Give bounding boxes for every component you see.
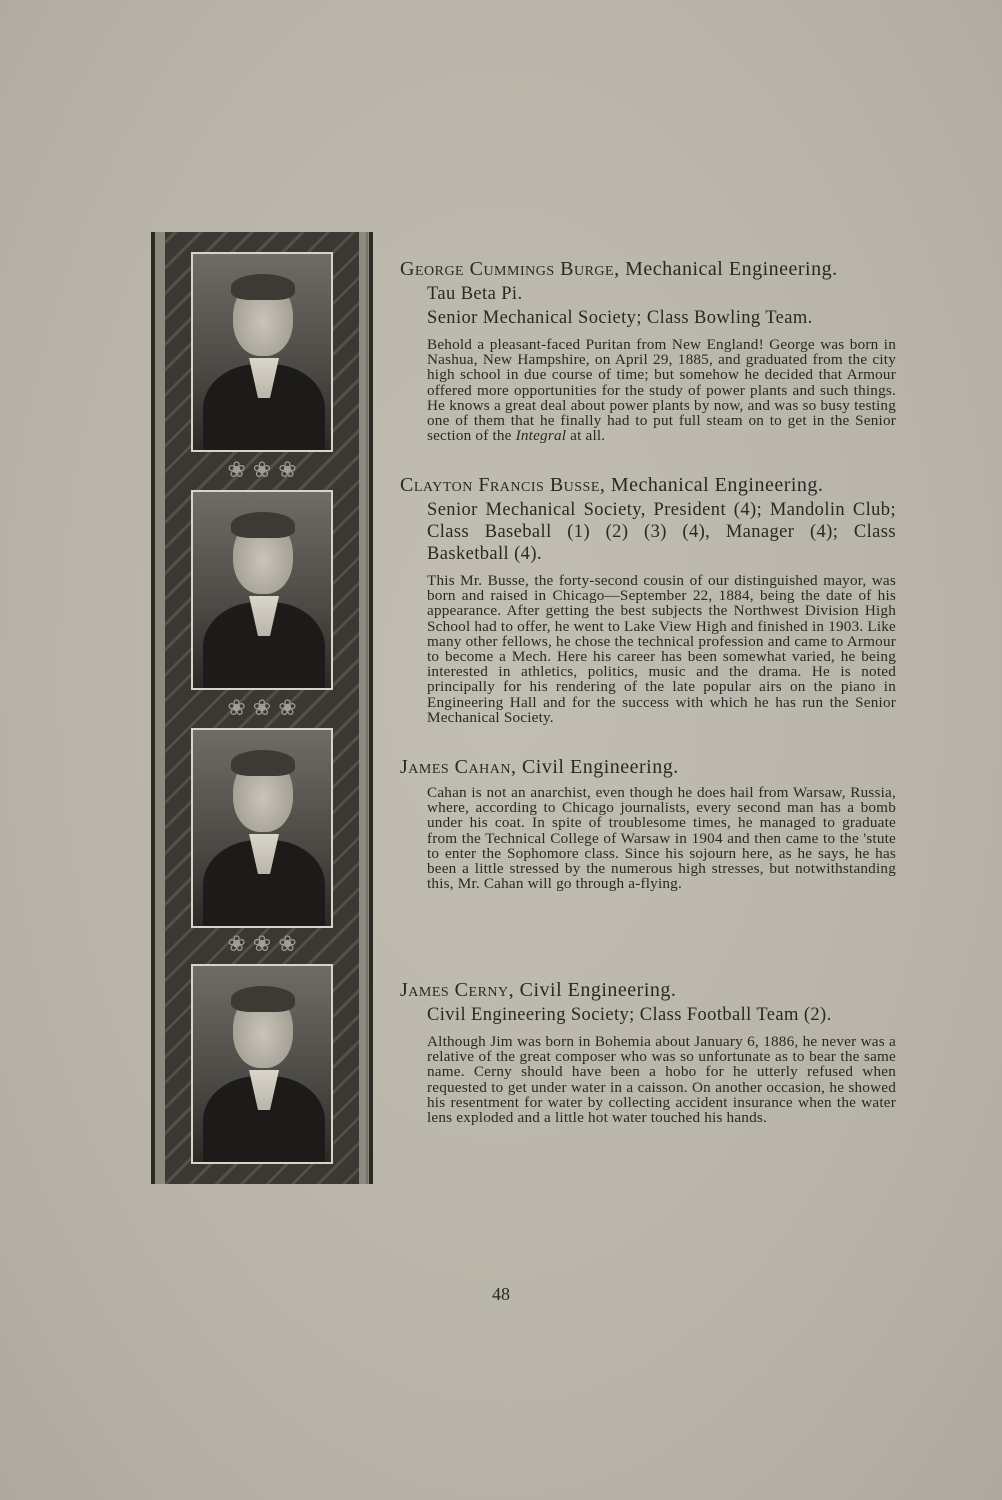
student-entry — [400, 257, 896, 443]
page-number: 48 — [492, 1284, 510, 1304]
student-entry — [400, 473, 896, 725]
entry-heading: George Cummings Burge, Mechanical Engineering. — [400, 258, 838, 280]
student-honors: Senior Mechanical Society; Class Bowling Team. — [427, 308, 813, 328]
student-name: Clayton Francis Busse — [400, 474, 600, 496]
student-honors: Tau Beta Pi. — [427, 284, 523, 304]
student-department: Civil Engineering. — [519, 979, 677, 1001]
portrait-photo — [191, 728, 333, 928]
strip-right-rule — [366, 232, 368, 1184]
student-honors: Civil Engineering Society; Class Football Team (2). — [427, 1005, 832, 1025]
student-bio: Cahan is not an anarchist, even though he does hail from Warsaw, Russia, where, according to Chicago journalists, every second man has a bomb under his coat. In spite of troublesome times, he managed to graduate from the Technical College of Warsaw in 1904 and then came to the 'stute to enter the Sophomore class. Since his sojourn here, as he says, he has been a little stressed by the numerous high stresses, but notwithstanding this, Mr. Cahan will go through a-flying. — [427, 784, 896, 893]
portrait-photo — [191, 964, 333, 1164]
student-name: James Cerny — [400, 979, 509, 1001]
student-department: Mechanical Engineering. — [610, 474, 824, 496]
portrait-photo — [191, 252, 333, 452]
student-entry — [400, 755, 896, 891]
student-bio: Although Jim was born in Bohemia about January 6, 1886, he never was a relative of the great composer who was so unfortunate as to bear the same name. Cerny should have been a hobo for he utterly refused when requested to get under water in a caisson. On another occasion, he showed his resentment for water by collecting accident insurance when the water lens exploded and a little hot water touched his hands. — [427, 1033, 896, 1127]
portrait-photo — [191, 490, 333, 690]
student-bio: Behold a pleasant-faced Puritan from New England! George was born in Nashua, New Hampshire, on April 29, 1885, and graduated from the city high school in due course of time; but somehow he decided that Armour offered more opportunities for the study of power plants and such things. He knows a great deal about power plants by now, and was so busy testing one of them that he finally had to put full steam on to get in the Senior section of the Integral at all. — [427, 336, 896, 445]
rose-ornament-icon: ❀ ❀ ❀ — [227, 696, 297, 721]
student-bio: This Mr. Busse, the forty-second cousin of our distinguished mayor, was born and raised in Chicago—September 22, 1884, being the date of his appearance. After getting the best subjects the Northwest Division High School had to offer, he went to Lake View High and finished in 1903. Like many other fellows, he chose the technical profession and came to Armour to become a Mech. Here his career has been somewhat varied, he being interested in athletics, politics, music and the drama. He is noted principally for his rendering of the late popular airs on the piano in Engineering Hall and for the success with which he has run the Senior Mechanical Society. — [427, 572, 896, 726]
student-name: George Cummings Burge — [400, 258, 615, 280]
student-department: Civil Engineering. — [521, 756, 679, 778]
portrait-strip — [151, 232, 373, 1184]
rose-ornament-icon: ❀ ❀ ❀ — [227, 932, 297, 957]
student-entry — [400, 978, 896, 1125]
entry-heading: James Cerny, Civil Engineering. — [400, 979, 677, 1001]
student-department: Mechanical Engineering. — [625, 258, 838, 280]
student-name: James Cahan — [400, 756, 511, 778]
entry-heading: Clayton Francis Busse, Mechanical Engineering. — [400, 474, 824, 496]
student-honors: Senior Mechanical Society, President (4); Mandolin Club; Class Baseball (1) (2) (3) (4), Manager (4); Class Basketball (4). — [427, 500, 896, 564]
rose-ornament-icon: ❀ ❀ ❀ — [227, 458, 297, 483]
entry-heading: James Cahan, Civil Engineering. — [400, 756, 679, 778]
strip-border-left — [155, 232, 165, 1184]
